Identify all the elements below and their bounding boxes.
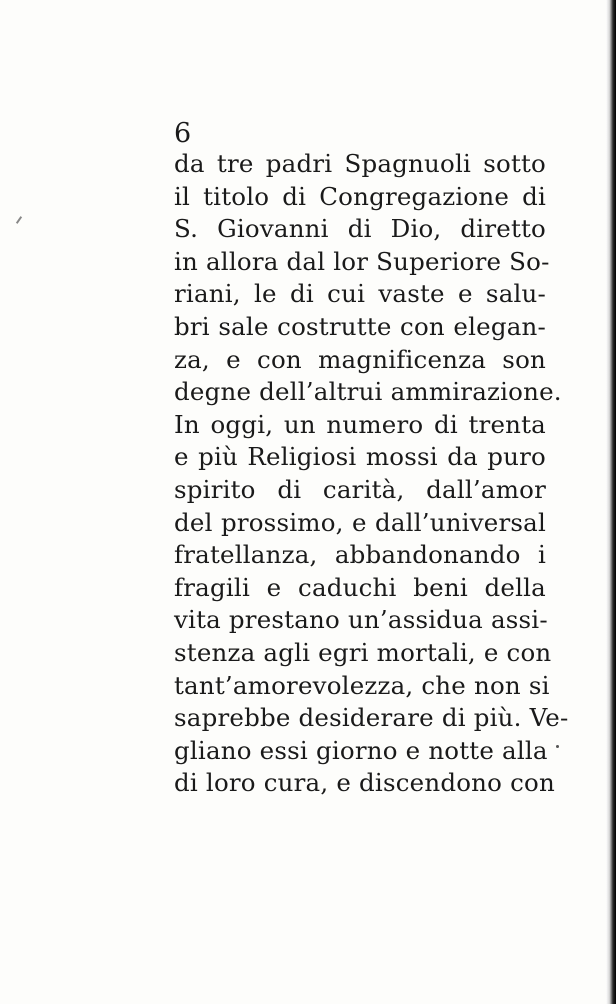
text-line: e più Religiosi mossi da puro [174,442,546,472]
text-line: za, e con magnificenza son [174,344,546,374]
text-line: di loro cura, e discendono con [174,768,555,798]
paper-speck [16,216,22,224]
text-line: In oggi, un numero di trenta [174,409,546,439]
text-line: stenza agli egri mortali, e con [174,637,552,667]
page-edge [606,0,616,1004]
body-text [174,148,569,800]
text-line: il titolo di Congregazione di [174,181,546,211]
paper-speck [556,745,559,748]
text-line: saprebbe desiderare di più. Ve- [174,703,569,733]
text-line: S. Giovanni di Dio, diretto [174,214,546,244]
text-line: gliano essi giorno e notte alla [174,735,548,765]
text-line: fratellanza, abbandonando i [174,540,546,570]
text-line: degne dell’altrui ammirazione. [174,377,562,407]
page-number: 6 [174,118,192,149]
text-line: da tre padri Spagnuoli sotto [174,149,546,178]
text-line: del prossimo, e dall’universal [174,507,546,537]
text-line: riani, le di cui vaste e salu- [174,279,546,309]
text-line: spirito di carità, dall’amor [174,474,546,504]
text-line: tant’amorevolezza, che non si [174,670,550,700]
text-line: fragili e caduchi beni della [174,572,546,602]
text-line: in allora dal lor Superiore So- [174,246,550,276]
text-line: bri sale costrutte con elegan- [174,311,546,341]
text-line: vita prestano un’assidua assi- [174,605,548,635]
